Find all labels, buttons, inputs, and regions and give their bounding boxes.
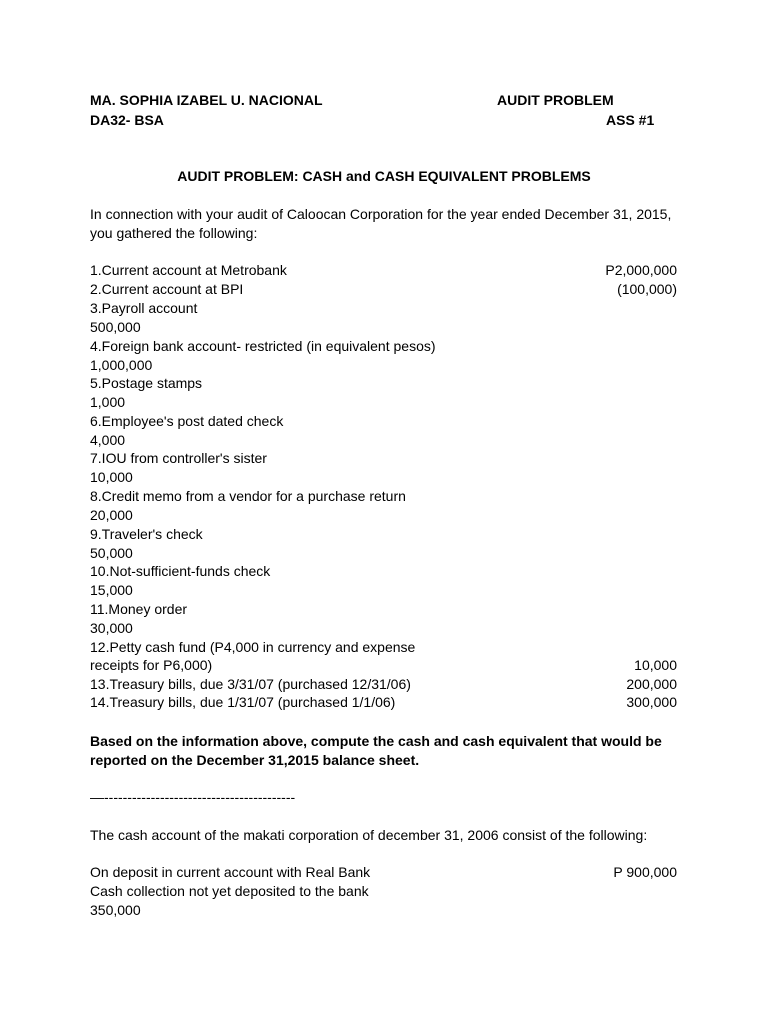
problem1-question-line2: reported on the December 31,2015 balance sheet.: [90, 752, 420, 768]
assignment-number: ASS #1: [606, 112, 655, 128]
item-label: 12.Petty cash fund (P4,000 in currency and expense: [90, 639, 416, 655]
item-label: 6.Employee's post dated check: [90, 413, 284, 429]
item-amount: P 900,000: [613, 864, 677, 880]
item-label: 8.Credit memo from a vendor for a purchase return: [90, 488, 406, 504]
item-amount: 500,000: [90, 319, 141, 335]
item-label: 11.Money order: [90, 601, 188, 617]
item-label-continued: receipts for P6,000): [90, 657, 213, 673]
item-label: 2.Current account at BPI: [90, 281, 244, 297]
student-section: DA32- BSA: [90, 112, 164, 128]
item-label: 13.Treasury bills, due 3/31/07 (purchased 12/31/06): [90, 676, 411, 692]
item-label: 9.Traveler's check: [90, 526, 203, 542]
item-amount: 350,000: [90, 902, 141, 918]
item-amount: P2,000,000: [605, 262, 677, 278]
problem1-intro-line1: In connection with your audit of Caloocan Corporation for the year ended December 31, 2015,: [90, 206, 672, 222]
item-amount: 15,000: [90, 582, 133, 598]
item-label: Cash collection not yet deposited to the bank: [90, 883, 369, 899]
item-amount: 50,000: [90, 545, 133, 561]
section-divider: —-----------------------------------------: [90, 789, 296, 805]
item-label: 7.IOU from controller's sister: [90, 450, 267, 466]
item-label: 4.Foreign bank account- restricted (in equivalent pesos): [90, 338, 436, 354]
student-name: MA. SOPHIA IZABEL U. NACIONAL: [90, 92, 323, 108]
item-amount: 30,000: [90, 620, 133, 636]
item-amount: 1,000: [90, 394, 126, 410]
problem1-question-line1: Based on the information above, compute the cash and cash equivalent that would be: [90, 733, 662, 749]
item-label: 3.Payroll account: [90, 300, 198, 316]
problem1-intro-line2: you gathered the following:: [90, 225, 258, 241]
item-amount: 10,000: [90, 469, 133, 485]
item-amount: 300,000: [626, 694, 677, 710]
item-label: 1.Current account at Metrobank: [90, 262, 287, 278]
item-label: 5.Postage stamps: [90, 375, 203, 391]
document-type: AUDIT PROBLEM: [497, 92, 614, 108]
item-amount: 10,000: [634, 657, 677, 673]
problem2-intro: The cash account of the makati corporation of december 31, 2006 consist of the following:: [90, 827, 648, 843]
item-label: 10.Not-sufficient-funds check: [90, 563, 271, 579]
item-amount: 200,000: [626, 676, 677, 692]
document-title: AUDIT PROBLEM: CASH and CASH EQUIVALENT PROBLEMS: [177, 168, 591, 184]
item-label: 14.Treasury bills, due 1/31/07 (purchased 1/1/06): [90, 694, 396, 710]
item-amount: (100,000): [617, 281, 677, 297]
item-label: On deposit in current account with Real Bank: [90, 864, 371, 880]
item-amount: 4,000: [90, 432, 126, 448]
item-amount: 20,000: [90, 507, 133, 523]
item-amount: 1,000,000: [90, 357, 153, 373]
